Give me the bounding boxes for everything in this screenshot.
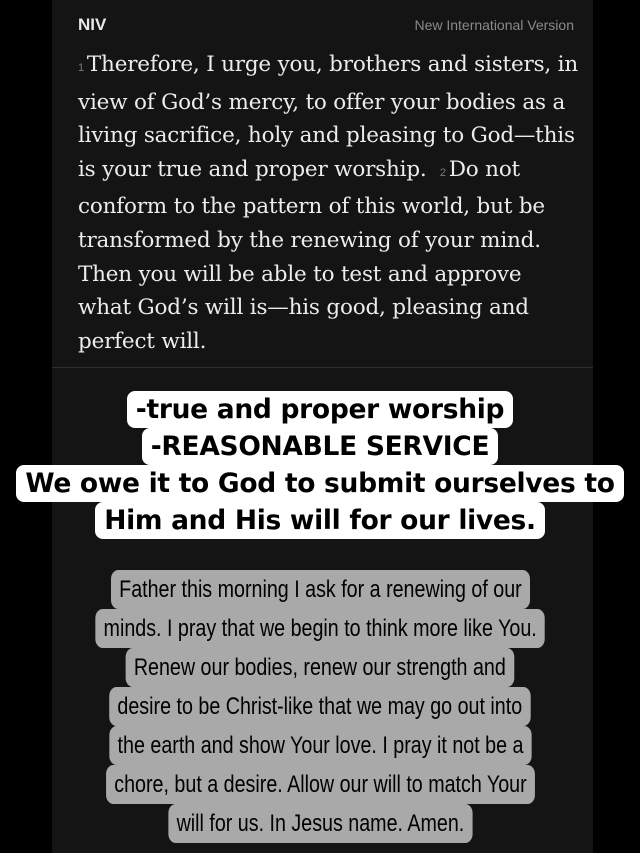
scripture-passage	[78, 48, 578, 358]
version-name: New International Version	[414, 17, 574, 33]
prayer-caption	[0, 570, 640, 843]
prayer-line: minds. I pray that we begin to think more like You.	[95, 609, 545, 648]
notes-caption	[0, 391, 640, 539]
prayer-line: desire to be Christ-like that we may go out into	[109, 687, 530, 726]
divider	[52, 367, 593, 368]
prayer-line: will for us. In Jesus name. Amen.	[168, 804, 472, 843]
verse-text: Do not conform to the pattern of this world, but be transformed by the renewing of your mind. Then you will be able to test and approve what God’s will is—his good, pleasing and perfect will.	[78, 156, 545, 354]
note-line: -REASONABLE SERVICE	[142, 428, 499, 465]
verse-number: 1	[78, 62, 84, 74]
note-line: -true and proper worship	[127, 391, 513, 428]
prayer-line: the earth and show Your love. I pray it not be a	[109, 726, 531, 765]
note-line: Him and His will for our lives.	[95, 502, 545, 539]
note-line: We owe it to God to submit ourselves to	[16, 465, 623, 502]
verse-text: Therefore, I urge you, brothers and sisters, in view of God’s mercy, to offer your bodies as a living sacrifice, holy and pleasing to God—this is your true and proper worship.	[78, 52, 578, 182]
version-abbr: NIV	[78, 15, 107, 34]
prayer-line: Renew our bodies, renew our strength and	[126, 648, 514, 687]
prayer-line: Father this morning I ask for a renewing of our	[111, 570, 530, 609]
prayer-line: chore, but a desire. Allow our will to match Your	[106, 765, 535, 804]
verse-number: 2	[439, 166, 446, 179]
version-header	[78, 13, 574, 37]
